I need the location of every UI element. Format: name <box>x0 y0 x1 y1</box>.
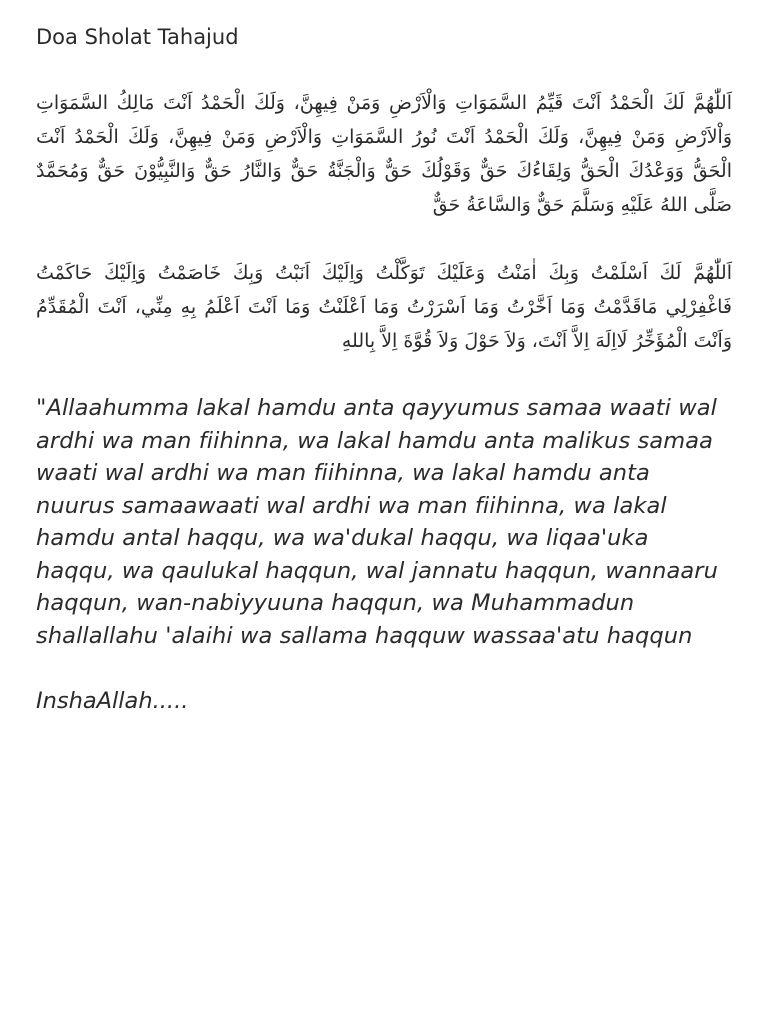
arabic-prayer-paragraph-2: اَللّٰهُمَّ لَكَ اَسْلَمْتُ وَبِكَ اٰمَنْتُ وَعَلَيْكَ تَوَكَّلْتُ وَاِلَيْكَ اَنَبْتُ وَبِكَ خَاصَمْتُ وَاِلَيْكَ حَاكَمْتُ فَاغْفِرْلِي مَاقَدَّمْتُ وَمَا اَخَّرْتُ وَمَا اَسْرَرْتُ وَمَا اَعْلَنْتُ وَمَا اَنْتَ اَعْلَمُ بِهِ مِنِّي، اَنْتَ الْمُقَدِّمُ وَاَنْتَ الْمُؤَخِّرُ لَااِلَهَ اِلاَّ اَنْتَ، وَلاَ حَوْلَ وَلاَ قُوَّةَ اِلاَّ بِاللهِ <box>36 262 732 352</box>
document-title: Doa Sholat Tahajud <box>36 25 239 49</box>
transliteration-paragraph: "Allaahumma lakal hamdu anta qayyumus samaa waati wal ardhi wa man fiihinna, wa lakal hamdu anta malikus samaa waati wal ardhi wa man fiihinna, wa lakal hamdu anta nuurus samaawaati wal ardhi wa man fiihinna, wa lakal hamdu antal haqqu, wa wa'dukal haqqu, wa liqaa'uka haqqu, wa qaulukal haqqun, wal jannatu haqqun, wannaaru haqqun, wan-nabiyyuuna haqqun, wa Muhammadun shallallahu 'alaihi wa sallama haqquw wassaa'atu haqqun <box>36 395 718 649</box>
closing-text: InshaAllah..... <box>36 688 189 714</box>
arabic-prayer-paragraph-1: اَللّٰهُمَّ لَكَ الْحَمْدُ اَنْتَ قَيِّمُ السَّمَوَاتِ وَالْاَرْضِ وَمَنْ فِيهِنَّ، وَلَكَ الْحَمْدُ اَنْتَ مَالِكُ السَّمَوَاتِ وَاْلاَرْضِ وَمَنْ فِيهِنَّ، وَلَكَ الْحَمْدُ اَنْتَ نُورُ السَّمَوَاتِ وَالْاَرْضِ وَمَنْ فِيهِنَّ، وَلَكَ الْحَمْدُ اَنْتَ الْحَقُّ وَوَعْدُكَ الْحَقُّ وَلِقَاءُكَ حَقٌّ وَقَوْلُكَ حَقٌّ وَالْجَنَّةُ حَقٌّ وَالنَّارُ حَقٌّ وَالنَّبِيُّوْنَ حَقٌّ وَمُحَمَّدٌ صَلَّى اللهُ عَلَيْهِ وَسَلَّمَ حَقٌّ وَالسَّاعَةُ حَقٌّ <box>36 92 732 216</box>
